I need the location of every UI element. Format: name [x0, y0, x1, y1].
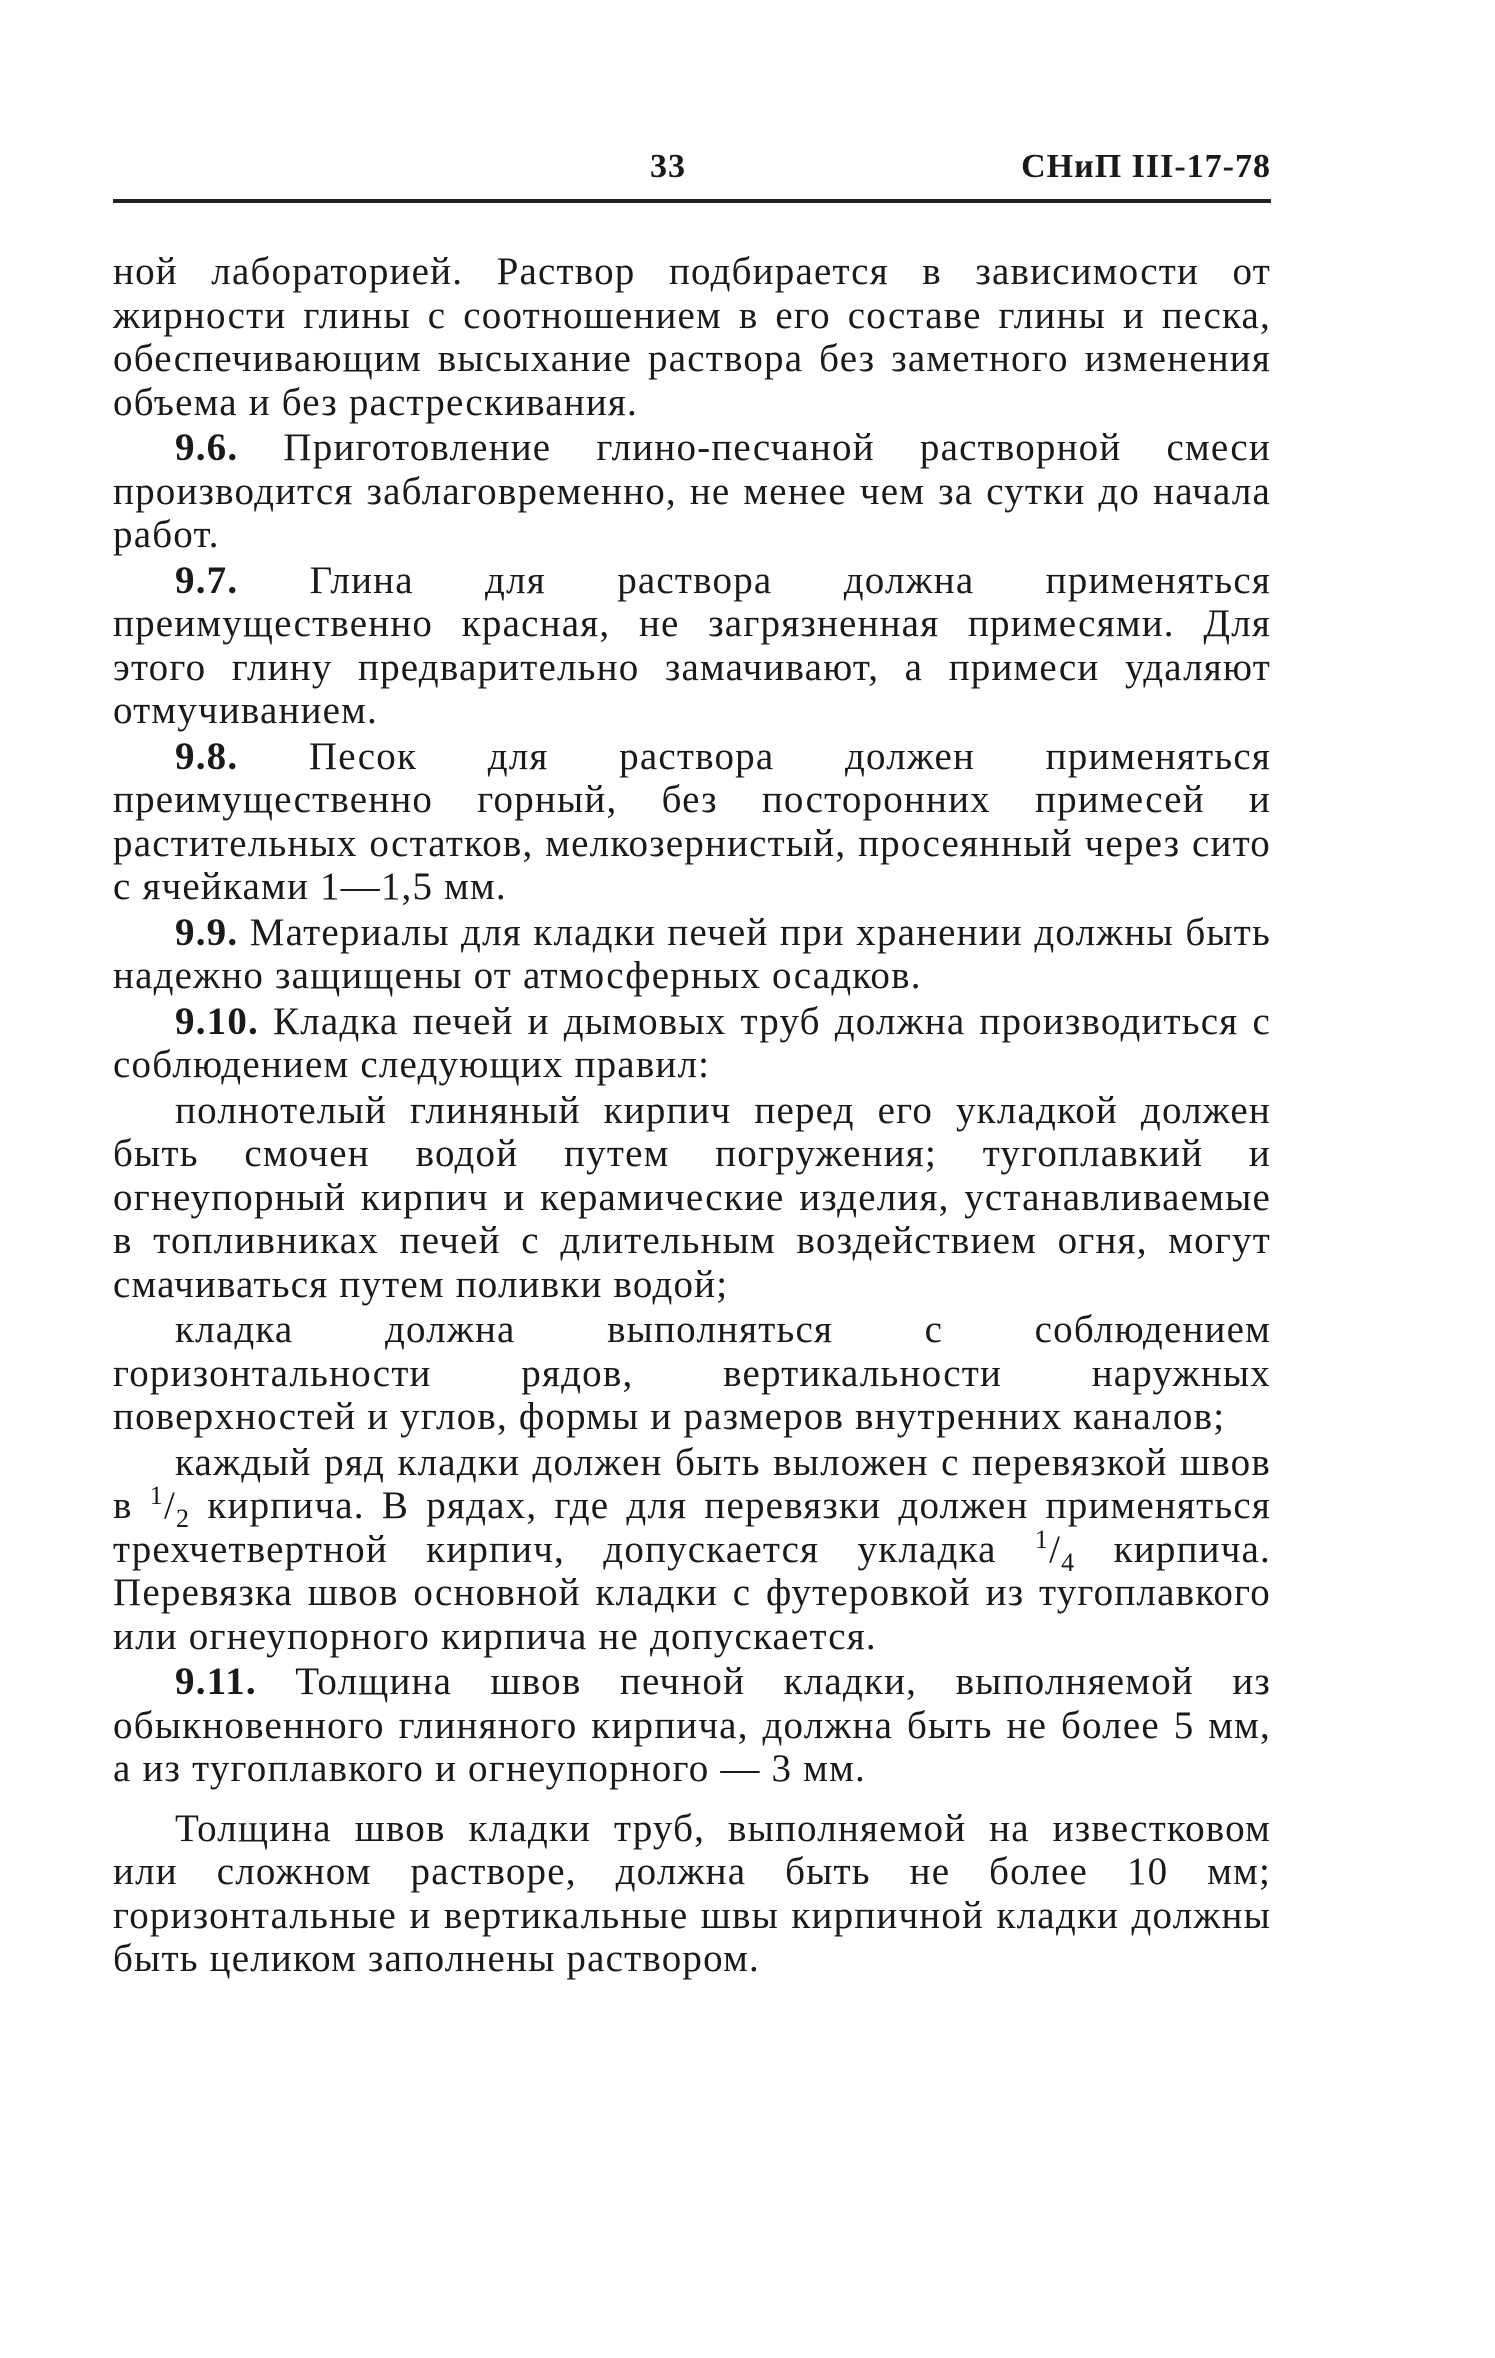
paragraph-text: кладка должна выполняться с соблюдением горизонтальности рядов, вертикальности наружных поверхностей и углов, формы и размеров внутренних каналов;	[113, 1308, 1271, 1438]
paragraph-text: полнотелый глиняный кирпич перед его укладкой должен быть смочен водой путем погружения; тугоплавкий и огнеупорный кирпич и керамические изделия, устанавливаемые в топливниках печей с длительным воздействием огня, могут смачиваться путем поливки водой;	[113, 1088, 1271, 1306]
rule-item-geometry	[113, 1308, 1271, 1439]
header-rule	[113, 199, 1271, 203]
clause-number: 9.10.	[175, 999, 259, 1043]
paragraph-9-11	[113, 1660, 1271, 1791]
clause-number: 9.6.	[175, 426, 239, 469]
paragraph-text: Приготовление глино-песчаной растворной смеси производится заблаговременно, не менее чем за сутки до начала работ.	[113, 426, 1271, 556]
paragraph-text: кирпича. В рядах, где для перевязки должен применяться трехчетвертной кирпич, допускается укладка	[113, 1484, 1271, 1571]
fraction-numerator: 1	[1034, 1524, 1050, 1554]
paragraph-9-9	[113, 911, 1271, 998]
paragraph-9-8	[113, 735, 1271, 909]
document-code: СНиП III-17-78	[1021, 148, 1271, 185]
document-body	[113, 250, 1271, 1983]
clause-number: 9.11.	[175, 1660, 257, 1703]
rule-item-wetting	[113, 1089, 1271, 1307]
fraction-denominator: 4	[1061, 1547, 1076, 1577]
page-header	[113, 148, 1271, 196]
fraction-denominator: 2	[176, 1503, 191, 1533]
clause-number: 9.8.	[175, 734, 239, 778]
paragraph-text: Материалы для кладки печей при хранении должны быть надежно защищены от атмосферных осадков.	[113, 910, 1271, 997]
paragraph-text: каждый ряд кладки должен быть выложен с перевязкой швов в	[113, 1440, 1271, 1527]
paragraph-text: Песок для раствора должен применяться преимущественно горный, без посторонних примесей и растительных остатков, мелкозернистый, просеянный через сито с ячейками 1—1,5 мм.	[113, 734, 1271, 908]
fraction-numerator: 1	[149, 1481, 164, 1510]
clause-number: 9.9.	[175, 910, 239, 954]
clause-number: 9.7.	[175, 558, 239, 602]
paragraph-text: Глина для раствора должна применяться преимущественно красная, не загрязненная примесями. Для этого глину предварительно замачивают, а примеси удаляют отмучиванием.	[113, 558, 1271, 732]
paragraph-text: кирпича. Перевязка швов основной кладки с футеровкой из тугоплавкого или огнеупорного кирпича не допускается.	[113, 1527, 1271, 1658]
page-number: 33	[650, 148, 686, 185]
paragraph-9-6	[113, 426, 1271, 557]
paragraph-text: Кладка печей и дымовых труб должна производиться с соблюдением следующих правил:	[113, 999, 1271, 1086]
paragraph-text: Толщина швов кладки труб, выполняемой на известковом или сложном растворе, должна быть не более 10 мм; горизонтальные и вертикальные швы кирпичной кладки должны быть целиком заполнены раствором.	[113, 1806, 1271, 1980]
paragraph-text: ной лабораторией. Раствор подбирается в зависимости от жирности глины с соотношением в его составе глины и песка, обеспечивающим высыхание раствора без заметного изменения объема и без растрескивания.	[113, 250, 1271, 424]
paragraph-joint-thickness	[113, 1807, 1271, 1981]
paragraph-9-7	[113, 559, 1271, 733]
paragraph-9-10	[113, 1000, 1271, 1087]
paragraph-text: Толщина швов печной кладки, выполняемой из обыкновенного глиняного кирпича, должна быть не более 5 мм, а из тугоплавкого и огнеупорного — 3 мм.	[113, 1660, 1271, 1790]
paragraph-continuation	[113, 250, 1271, 424]
rule-item-bonding: каждый ряд кладки должен быть выложен с перевязкой швов в $^1/_2$ кирпича. В рядах, где для перевязки должен применяться трехчетвертной кирпич, допускается укладка $^1/_4$ кирпича. Перевязка швов основной кладки с футеровкой из тугоплавкого или огнеупорного кирпича не допускается.	[113, 1440, 1271, 1658]
